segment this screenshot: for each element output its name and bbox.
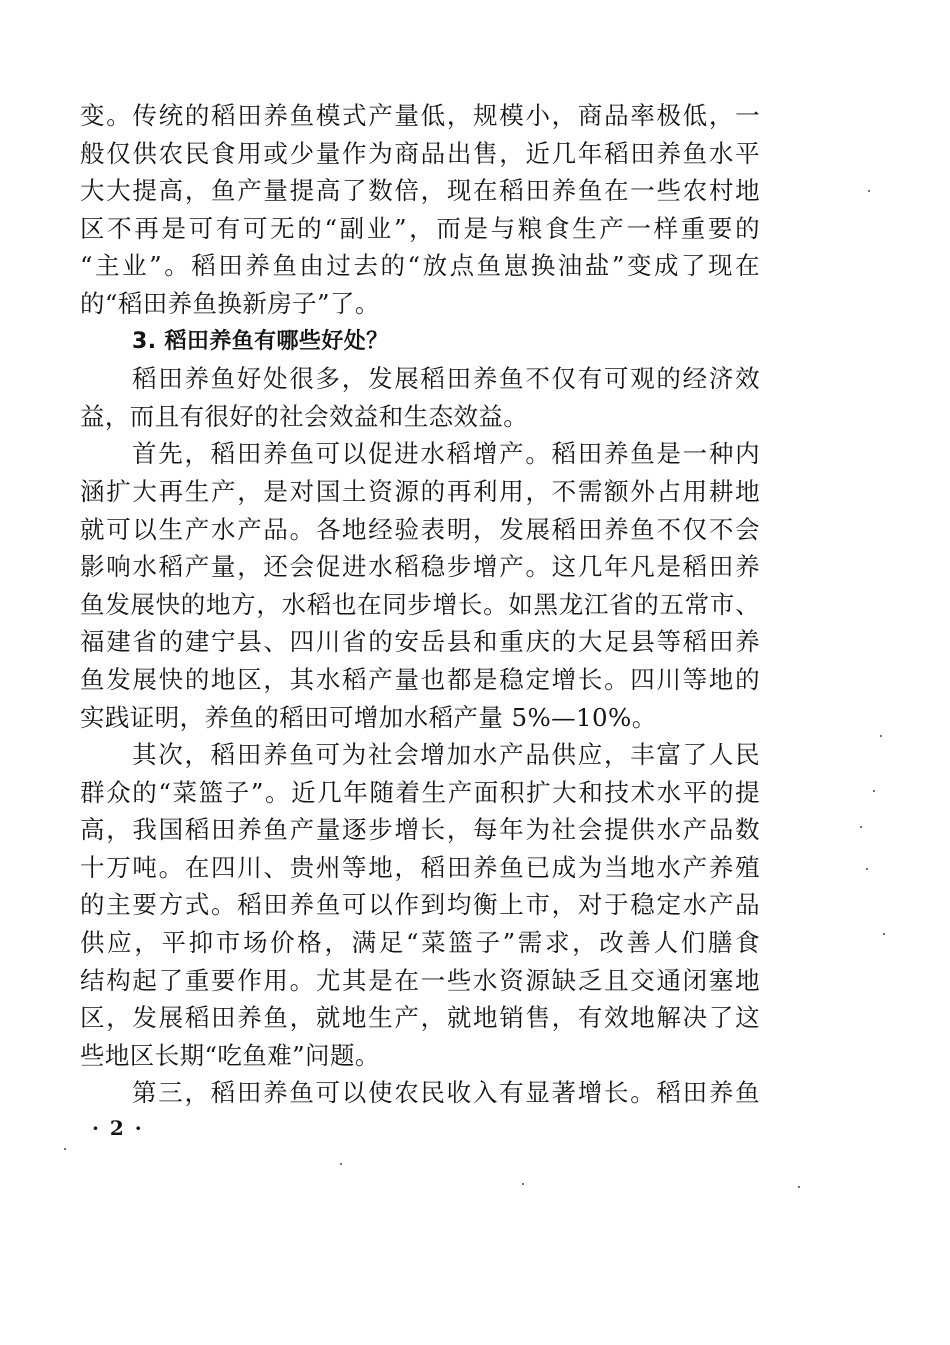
scan-speck bbox=[340, 1163, 342, 1165]
text-line: 结构起了重要作用。尤其是在一些水资源缺乏且交通闭塞地 bbox=[80, 965, 760, 995]
scan-speck bbox=[860, 826, 862, 828]
text-line: 的“稻田养鱼换新房子”了。 bbox=[80, 288, 380, 318]
text-line: 益，而且有很好的社会效益和生态效益。 bbox=[80, 401, 529, 431]
text-line: 变。传统的稻田养鱼模式产量低，规模小，商品率极低，一 bbox=[80, 101, 760, 130]
text-line: 般仅供农民食用或少量作为商品出售，近几年稻田养鱼水平 bbox=[80, 138, 760, 168]
text-line: 其次，稻田养鱼可为社会增加水产品供应，丰富了人民 bbox=[132, 740, 760, 770]
text-line: 实践证明，养鱼的稻田可增加水稻产量 5%—10%。 bbox=[80, 702, 657, 732]
scan-speck bbox=[868, 190, 870, 192]
text-line: 区不再是可有可无的“副业”，而是与粮食生产一样重要的 bbox=[80, 213, 760, 243]
scan-speck bbox=[64, 1148, 66, 1150]
document-page bbox=[80, 97, 760, 1112]
text-line: 十万吨。在四川、贵州等地，稻田养鱼已成为当地水产养殖 bbox=[80, 852, 760, 882]
text-line: 影响水稻产量，还会促进水稻稳步增产。这几年凡是稻田养 bbox=[80, 552, 760, 582]
scan-speck bbox=[873, 790, 875, 792]
text-line: 鱼发展快的地区，其水稻产量也都是稳定增长。四川等地的 bbox=[80, 664, 760, 694]
text-line: 大大提高，鱼产量提高了数倍，现在稻田养鱼在一些农村地 bbox=[80, 176, 760, 206]
text-line: 第三，稻田养鱼可以使农民收入有显著增长。稻田养鱼 bbox=[132, 1078, 760, 1108]
section-heading: 3. 稻田养鱼有哪些好处？ bbox=[132, 328, 389, 354]
text-line: 涵扩大再生产，是对国土资源的再利用，不需额外占用耕地 bbox=[80, 476, 760, 506]
text-line: 福建省的建宁县、四川省的安岳县和重庆的大足县等稻田养 bbox=[80, 627, 760, 657]
text-line: 首先，稻田养鱼可以促进水稻增产。稻田养鱼是一种内 bbox=[132, 439, 760, 469]
text-line: 群众的“菜篮子”。近几年随着生产面积扩大和技术水平的提 bbox=[80, 777, 760, 807]
text-line: 稻田养鱼好处很多，发展稻田养鱼不仅有可观的经济效 bbox=[132, 364, 760, 394]
text-line: 的主要方式。稻田养鱼可以作到均衡上市，对于稳定水产品 bbox=[80, 890, 760, 920]
scan-speck bbox=[883, 933, 885, 935]
text-line: 就可以生产水产品。各地经验表明，发展稻田养鱼不仅不会 bbox=[80, 514, 760, 544]
scan-speck bbox=[866, 868, 868, 870]
text-line: 鱼发展快的地方，水稻也在同步增长。如黑龙江省的五常市、 bbox=[80, 589, 760, 619]
text-line: “主业”。稻田养鱼由过去的“放点鱼崽换油盐”变成了现在 bbox=[80, 251, 760, 281]
text-line: 高，我国稻田养鱼产量逐步增长，每年为社会提供水产品数 bbox=[80, 815, 760, 845]
text-line: 区，发展稻田养鱼，就地生产，就地销售，有效地解决了这 bbox=[80, 1003, 760, 1033]
page-number: · 2 · bbox=[92, 1116, 144, 1140]
text-line: 些地区长期“吃鱼难”问题。 bbox=[80, 1040, 380, 1070]
scan-speck bbox=[880, 735, 882, 737]
text-line: 供应，平抑市场价格，满足“菜篮子”需求，改善人们膳食 bbox=[80, 928, 760, 958]
scan-speck bbox=[798, 1186, 800, 1188]
scan-speck bbox=[522, 1183, 524, 1185]
